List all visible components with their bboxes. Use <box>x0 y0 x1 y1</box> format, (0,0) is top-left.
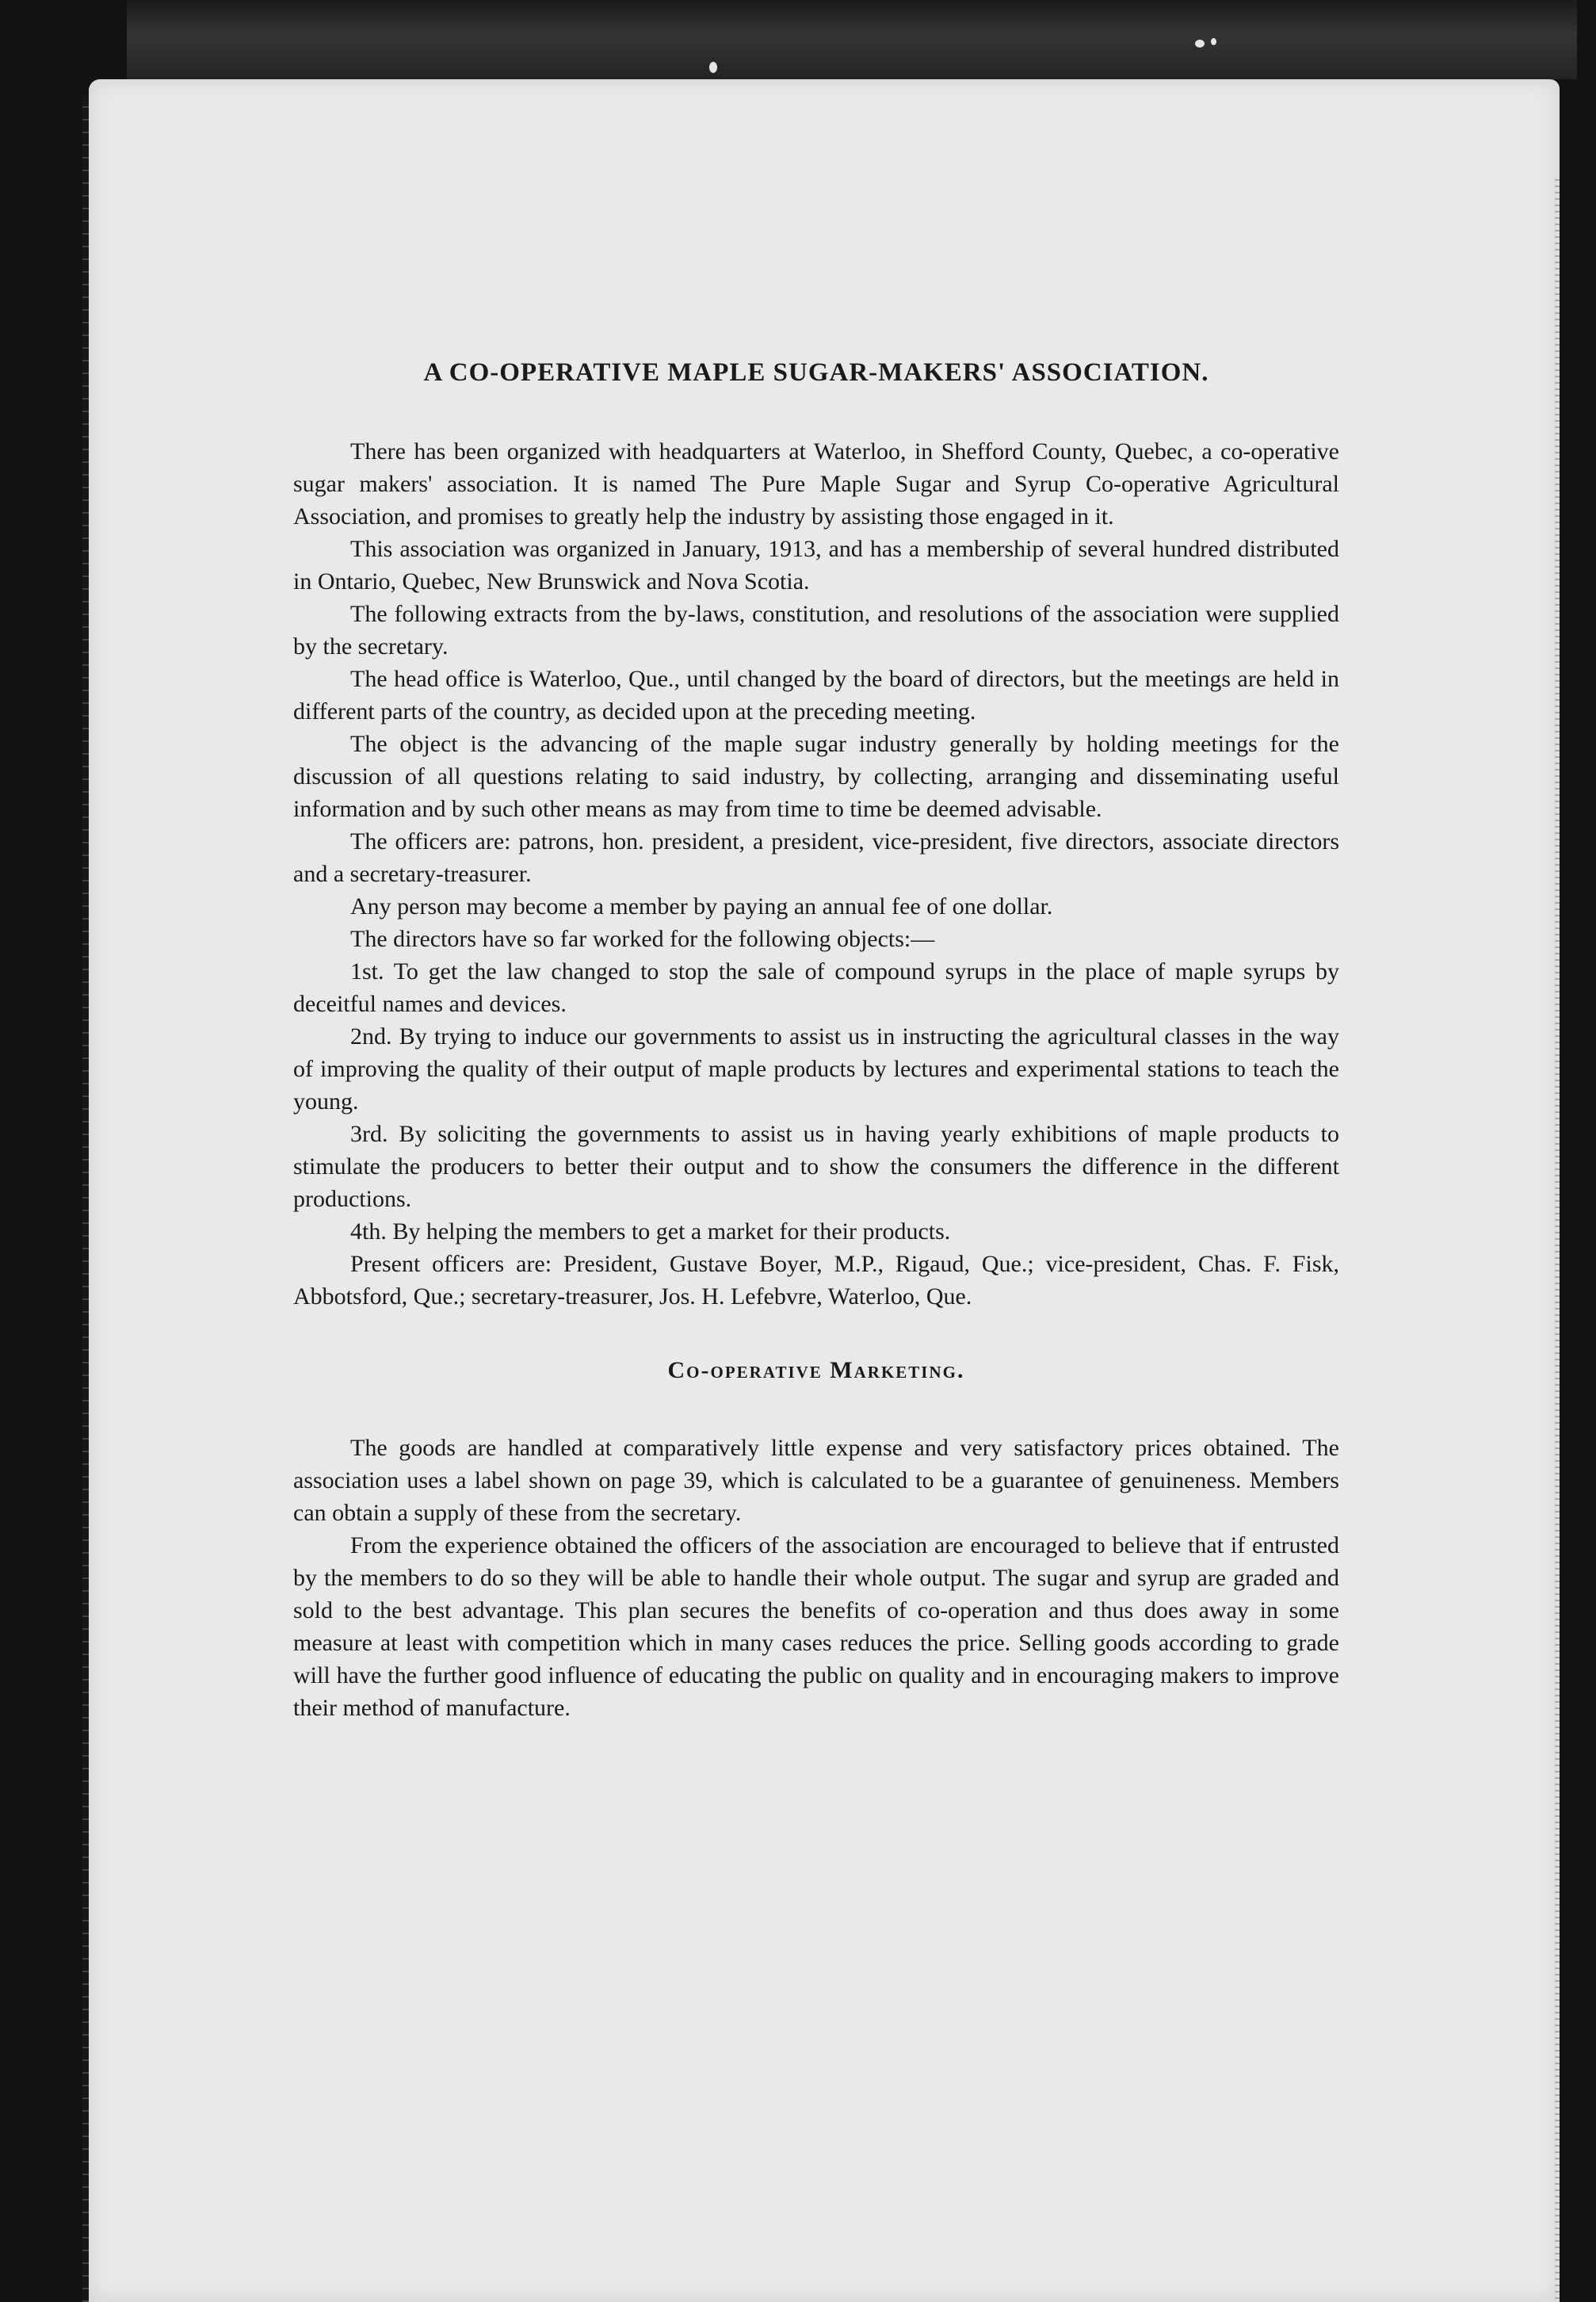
section-heading: Co-operative Marketing. <box>667 1357 965 1383</box>
paragraph: The directors have so far worked for the following objects:— <box>350 926 935 952</box>
scan-top-margin <box>127 0 1577 79</box>
scan-dust-speck <box>1195 40 1205 48</box>
officers-paragraph: Present officers are: President, Gustave Boyer, M.P., Rigaud, Que.; vice-president, Chas. F. Fisk, Abbotsford, Que.; secretary-treasurer, Jos. H. Lefebvre, Waterloo, Que. <box>293 1251 1339 1310</box>
list-item-second: 2nd. By trying to induce our governments to assist us in instructing the agricultural classes in the way of improving the quality of their output of maple products by lectures and experimental stations to teach the young. <box>293 1023 1339 1115</box>
page-right-edge <box>1555 174 1560 2302</box>
scan-dust-speck <box>709 62 717 73</box>
article-title: A CO-OPERATIVE MAPLE SUGAR-MAKERS' ASSOCIATION. <box>423 358 1209 387</box>
paragraph: The goods are handled at comparatively little expense and very satisfactory prices obtained. The association uses a label shown on page 39, which is calculated to be a guarantee of genuineness. Members can obtain a supply of these from the secretary. <box>293 1435 1339 1526</box>
page-left-edge <box>82 95 89 2302</box>
document-body <box>293 358 1339 1724</box>
scan-dust-speck <box>1211 38 1216 45</box>
paragraph: The object is the advancing of the maple sugar industry generally by holding meetings for the discussion of all questions relating to said industry, by collecting, arranging and disseminating useful information and by such other means as may from time to time be deemed advisable. <box>293 731 1339 822</box>
paragraph: Any person may become a member by paying an annual fee of one dollar. <box>350 893 1053 920</box>
paragraph: This association was organized in January, 1913, and has a membership of several hundred distributed in Ontario, Quebec, New Brunswick and Nova Scotia. <box>293 536 1339 595</box>
list-item-fourth: 4th. By helping the members to get a market for their products. <box>350 1218 951 1245</box>
list-item-first: 1st. To get the law changed to stop the sale of compound syrups in the place of maple syrups by deceitful names and devices. <box>293 958 1339 1017</box>
paragraph: There has been organized with headquarters at Waterloo, in Shefford County, Quebec, a co-operative sugar makers' association. It is named The Pure Maple Sugar and Syrup Co-operative Agricultural Association, and promises to greatly help the industry by assisting those engaged in it. <box>293 438 1339 530</box>
paragraph: The following extracts from the by-laws, constitution, and resolutions of the association were supplied by the secretary. <box>293 601 1339 660</box>
list-item-third: 3rd. By soliciting the governments to assist us in having yearly exhibitions of maple products to stimulate the producers to better their output and to show the consumers the difference in the different productions. <box>293 1121 1339 1212</box>
paragraph: The head office is Waterloo, Que., until changed by the board of directors, but the meetings are held in different parts of the country, as decided upon at the preceding meeting. <box>293 666 1339 725</box>
paragraph: From the experience obtained the officers of the association are encouraged to believe that if entrusted by the members to do so they will be able to handle their whole output. The sugar and syrup are graded and sold to the best advantage. This plan secures the benefits of co-operation and thus does away in some measure at least with competition which in many cases reduces the price. Selling goods according to grade will have the further good influence of educating the public on quality and in encouraging makers to improve their method of manufacture. <box>293 1532 1339 1721</box>
paragraph: The officers are: patrons, hon. president, a president, vice-president, five directors, associate directors and a secretary-treasurer. <box>293 828 1339 887</box>
